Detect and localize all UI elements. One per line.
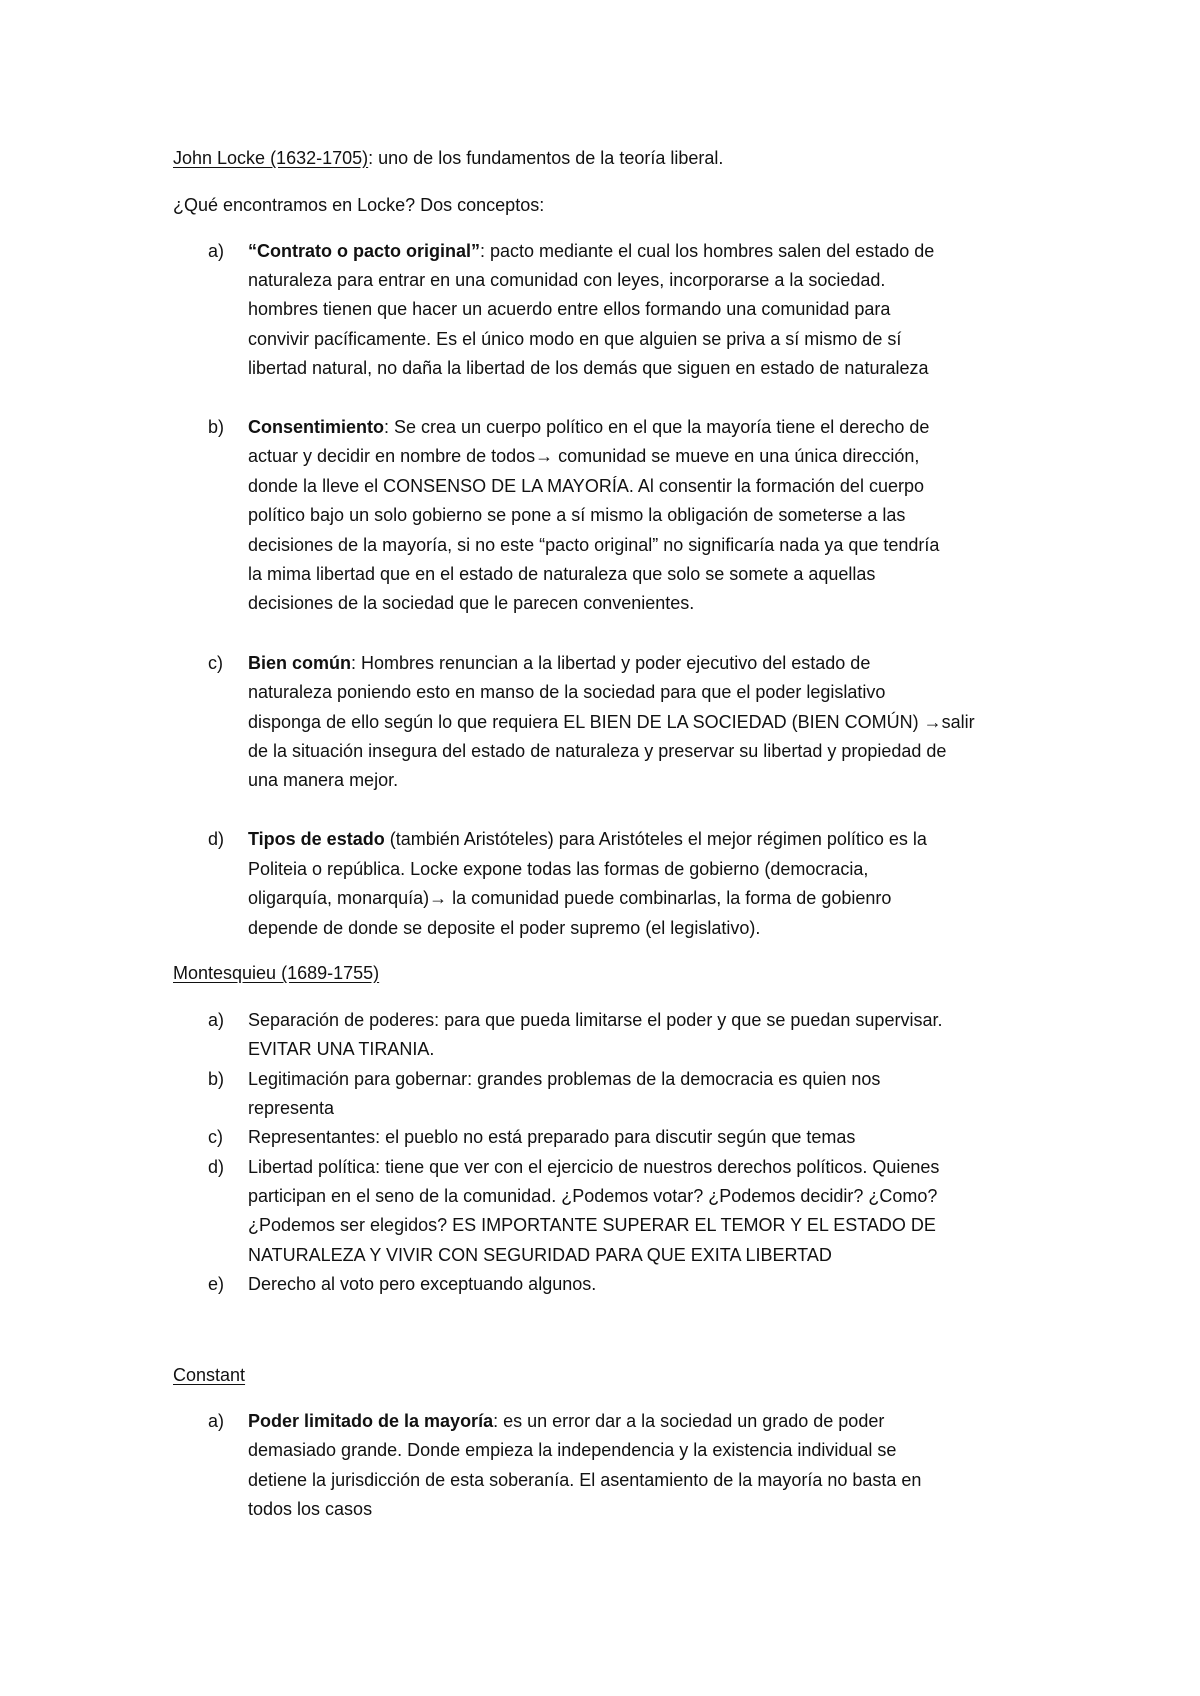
- list-item-line: de la situación insegura del estado de naturaleza y preservar su libertad y propiedad de: [248, 741, 947, 761]
- list-item-line: decisiones de la sociedad que le parecen convenientes.: [248, 593, 695, 613]
- list-item-line: naturaleza para entrar en una comunidad con leyes, incorporarse a la sociedad.: [248, 270, 886, 290]
- list-marker: c): [208, 653, 223, 673]
- list-item-line: Representantes: el pueblo no está preparado para discutir según que temas: [248, 1127, 856, 1147]
- list-marker: d): [208, 1157, 225, 1177]
- list-item-title: Bien común: [248, 653, 352, 673]
- list-item-line: una manera mejor.: [248, 770, 399, 790]
- list-item-first-line: [248, 238, 934, 264]
- list-item-first-line: [248, 650, 870, 676]
- list-item-line: EVITAR UNA TIRANIA.: [248, 1039, 435, 1059]
- list-marker: b): [208, 417, 225, 437]
- locke-heading-line: [173, 145, 723, 171]
- montesquieu-heading: Montesquieu (1689-1755): [173, 963, 380, 983]
- list-item-line: Derecho al voto pero exceptuando algunos.: [248, 1274, 597, 1294]
- list-item-title: Consentimiento: [248, 417, 385, 437]
- list-item-line: libertad natural, no daña la libertad de los demás que siguen en estado de naturaleza: [248, 358, 929, 378]
- list-item-line: Libertad política: tiene que ver con el ejercicio de nuestros derechos políticos. Quienes: [248, 1157, 940, 1177]
- list-item-title: Tipos de estado: [248, 829, 385, 849]
- list-item-line: detiene la jurisdicción de esta soberanía. El asentamiento de la mayoría no basta en: [248, 1470, 922, 1490]
- list-item-line: convivir pacíficamente. Es el único modo en que alguien se priva a sí mismo de sí: [248, 329, 902, 349]
- list-item-line: político bajo un solo gobierno se pone a sí mismo la obligación de someterse a las: [248, 505, 906, 525]
- list-item-line: depende de donde se deposite el poder supremo (el legislativo).: [248, 918, 761, 938]
- list-item-line: donde la lleve el CONSENSO DE LA MAYORÍA. Al consentir la formación del cuerpo: [248, 476, 924, 496]
- list-item-text: : pacto mediante el cual los hombres salen del estado de: [480, 241, 935, 261]
- list-item-line: Politeia o república. Locke expone todas las formas de gobierno (democracia,: [248, 859, 869, 879]
- list-item-line: disponga de ello según lo que requiera EL BIEN DE LA SOCIEDAD (BIEN COMÚN) →salir: [248, 712, 975, 732]
- list-item-line: naturaleza poniendo esto en manso de la sociedad para que el poder legislativo: [248, 682, 886, 702]
- list-item-text: : es un error dar a la sociedad un grado de poder: [493, 1411, 885, 1431]
- locke-intro: ¿Qué encontramos en Locke? Dos conceptos:: [173, 195, 545, 215]
- locke-heading-rest: : uno de los fundamentos de la teoría liberal.: [368, 148, 724, 168]
- list-marker: d): [208, 829, 225, 849]
- list-item-first-line: [248, 1408, 884, 1434]
- list-marker: a): [208, 1010, 225, 1030]
- list-item-line: NATURALEZA Y VIVIR CON SEGURIDAD PARA QUE EXITA LIBERTAD: [248, 1245, 832, 1265]
- list-item-line: oligarquía, monarquía)→ la comunidad puede combinarlas, la forma de gobienro: [248, 888, 892, 908]
- list-item-text: : Se crea un cuerpo político en el que la mayoría tiene el derecho de: [384, 417, 930, 437]
- list-item-line: la mima libertad que en el estado de naturaleza que solo se somete a aquellas: [248, 564, 876, 584]
- list-item-line: Separación de poderes: para que pueda limitarse el poder y que se puedan supervisar.: [248, 1010, 943, 1030]
- list-item-line: actuar y decidir en nombre de todos→ comunidad se mueve en una única dirección,: [248, 446, 920, 466]
- list-item-title: “Contrato o pacto original”: [248, 241, 480, 261]
- list-item-line: participan en el seno de la comunidad. ¿Podemos votar? ¿Podemos decidir? ¿Como?: [248, 1186, 938, 1206]
- constant-heading: Constant: [173, 1365, 246, 1385]
- list-item-line: decisiones de la mayoría, si no este “pacto original” no significaría nada ya que tendría: [248, 535, 940, 555]
- list-item-first-line: [248, 414, 929, 440]
- list-item-line: Legitimación para gobernar: grandes problemas de la democracia es quien nos: [248, 1069, 881, 1089]
- list-marker: b): [208, 1069, 225, 1089]
- list-item-line: representa: [248, 1098, 335, 1118]
- list-marker: a): [208, 241, 225, 261]
- list-item-line: hombres tienen que hacer un acuerdo entre ellos formando una comunidad para: [248, 299, 891, 319]
- locke-heading: John Locke (1632-1705): [173, 148, 369, 168]
- list-marker: c): [208, 1127, 223, 1147]
- list-marker: e): [208, 1274, 225, 1294]
- list-item-title: Poder limitado de la mayoría: [248, 1411, 494, 1431]
- list-item-line: demasiado grande. Donde empieza la independencia y la existencia individual se: [248, 1440, 897, 1460]
- list-item-first-line: [248, 826, 927, 852]
- list-item-line: todos los casos: [248, 1499, 373, 1519]
- list-marker: a): [208, 1411, 225, 1431]
- list-item-text: : Hombres renuncian a la libertad y poder ejecutivo del estado de: [351, 653, 871, 673]
- list-item-line: ¿Podemos ser elegidos? ES IMPORTANTE SUPERAR EL TEMOR Y EL ESTADO DE: [248, 1215, 936, 1235]
- list-item-text: (también Aristóteles) para Aristóteles el mejor régimen político es la: [384, 829, 927, 849]
